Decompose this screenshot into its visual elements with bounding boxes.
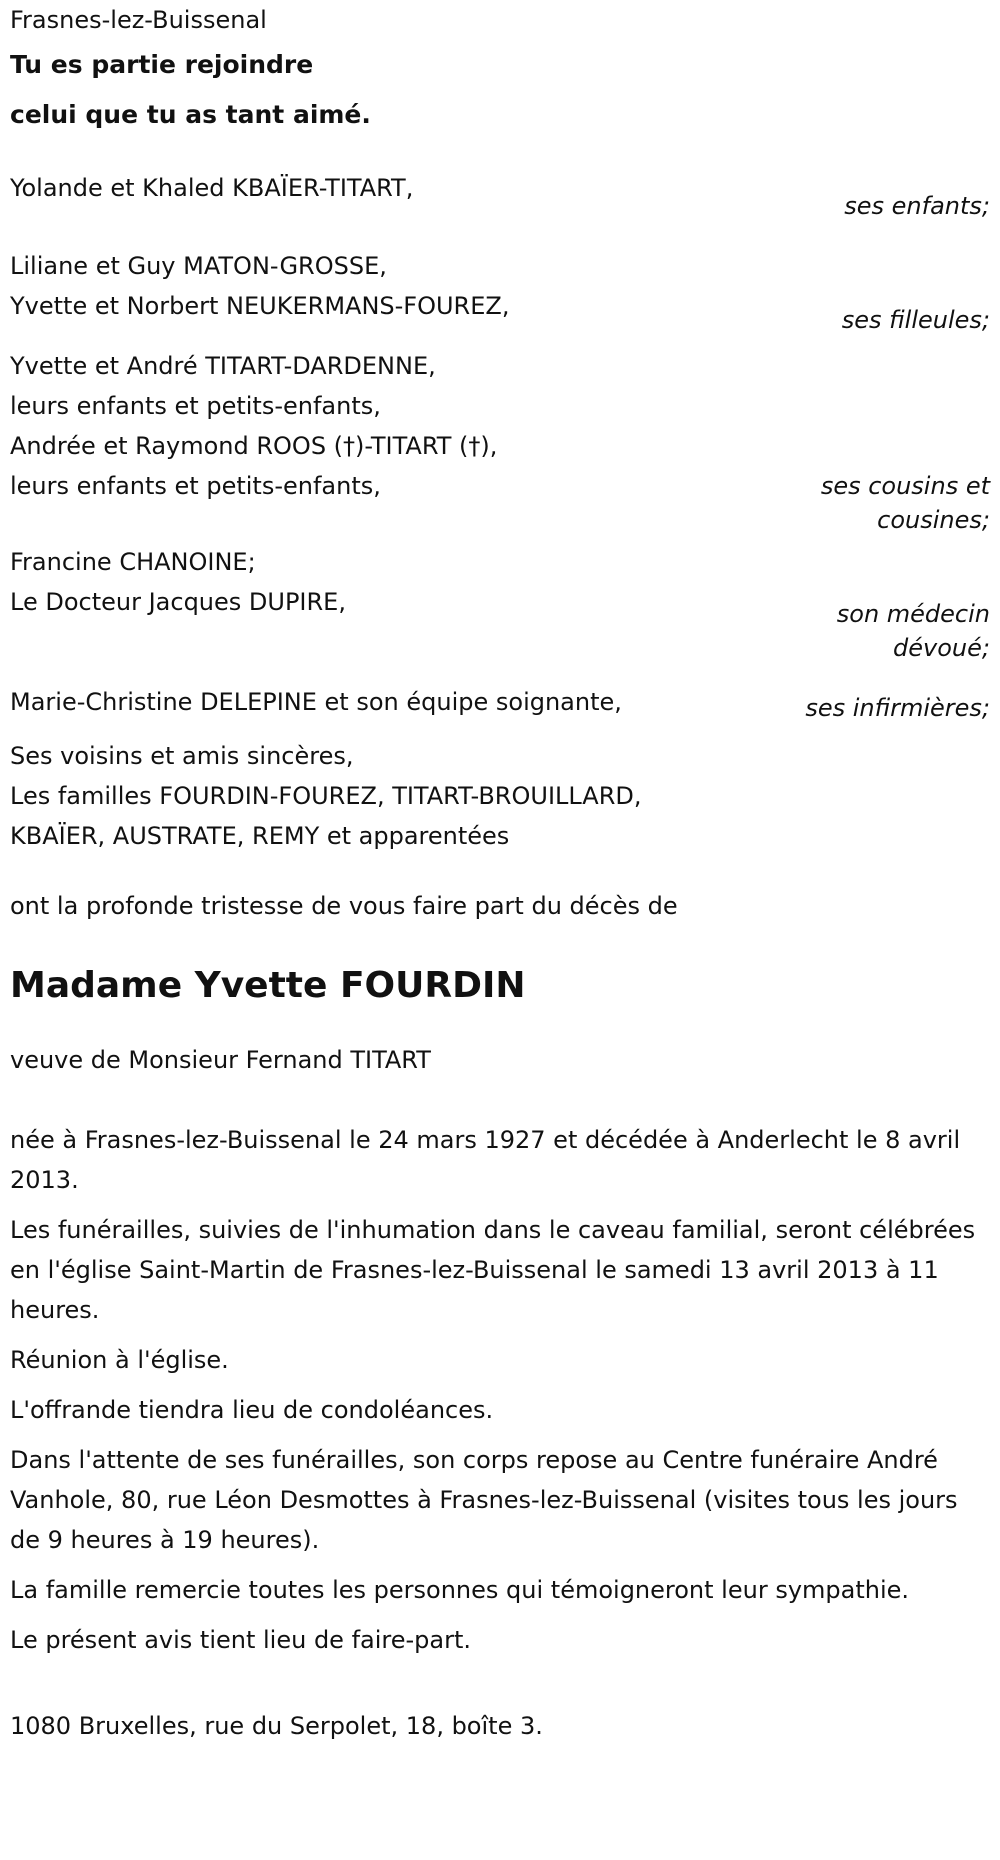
family-name-line: Yvette et André TITART-DARDENNE, xyxy=(10,352,436,380)
family-name-line: KBAÏER, AUSTRATE, REMY et apparentées xyxy=(10,822,510,850)
family-group-children xyxy=(10,168,990,246)
obituary-notice xyxy=(10,0,990,1746)
family-name-line: Francine CHANOINE; xyxy=(10,548,256,576)
announcement: ont la profonde tristesse de vous faire part du décès de xyxy=(10,892,678,920)
family-name-line: Yvette et Norbert NEUKERMANS-FOUREZ, xyxy=(10,292,510,320)
family-group-goddaughters xyxy=(10,246,990,346)
family-name-line: Andrée et Raymond ROOS (†)-TITART (†), xyxy=(10,432,498,460)
family-role: ses infirmières; xyxy=(805,694,990,722)
birth-death-paragraph: née à Frasnes-lez-Buissenal le 24 mars 1927 et décédée à Anderlecht le 8 avril 2013. xyxy=(10,1126,961,1194)
family-group-nurses xyxy=(10,682,990,736)
funeral-paragraph: Les funérailles, suivies de l'inhumation dans le caveau familial, seront célébrées en l'église Saint-Martin de Frasnes-lez-Buissenal le samedi 13 avril 2013 à 11 heures. xyxy=(10,1216,976,1324)
family-role: dévoué; xyxy=(893,634,990,662)
family-group-doctor xyxy=(10,542,990,682)
notice-paragraph: Le présent avis tient lieu de faire-part. xyxy=(10,1626,472,1654)
location: Frasnes-lez-Buissenal xyxy=(10,6,267,34)
deceased-name: Madame Yvette FOURDIN xyxy=(10,965,526,1006)
family-group-cousins xyxy=(10,346,990,542)
family-name-line: Ses voisins et amis sincères, xyxy=(10,742,354,770)
address: 1080 Bruxelles, rue du Serpolet, 18, boîte 3. xyxy=(10,1712,543,1740)
funeral-home-paragraph: Dans l'attente de ses funérailles, son corps repose au Centre funéraire André Vanhole, 80, rue Léon Desmottes à Frasnes-lez-Buissenal (visites tous les jours de 9 heures à 19 heures). xyxy=(10,1446,958,1554)
family-name-line: leurs enfants et petits-enfants, xyxy=(10,392,381,420)
family-name-line: Liliane et Guy MATON-GROSSE, xyxy=(10,252,387,280)
family-role: son médecin xyxy=(836,600,990,628)
family-role: cousines; xyxy=(877,506,990,534)
family-name-line: Le Docteur Jacques DUPIRE, xyxy=(10,588,346,616)
family-name-line: Les familles FOURDIN-FOUREZ, TITART-BROUILLARD, xyxy=(10,782,642,810)
family-role: ses filleules; xyxy=(841,306,990,334)
family-name-line: Yolande et Khaled KBAÏER-TITART, xyxy=(10,174,414,202)
epigraph-line-1: Tu es partie rejoindre xyxy=(10,50,314,79)
offering-paragraph: L'offrande tiendra lieu de condoléances. xyxy=(10,1396,494,1424)
thanks-paragraph: La famille remercie toutes les personnes qui témoigneront leur sympathie. xyxy=(10,1576,910,1604)
meeting-paragraph: Réunion à l'église. xyxy=(10,1346,229,1374)
widow-of: veuve de Monsieur Fernand TITART xyxy=(10,1046,431,1074)
epigraph-line-2: celui que tu as tant aimé. xyxy=(10,100,371,129)
family-role: ses cousins et xyxy=(820,472,990,500)
family-name-line: leurs enfants et petits-enfants, xyxy=(10,472,381,500)
family-group-friends xyxy=(10,736,990,886)
family-role: ses enfants; xyxy=(844,192,990,220)
family-name-line: Marie-Christine DELEPINE et son équipe soignante, xyxy=(10,688,622,716)
